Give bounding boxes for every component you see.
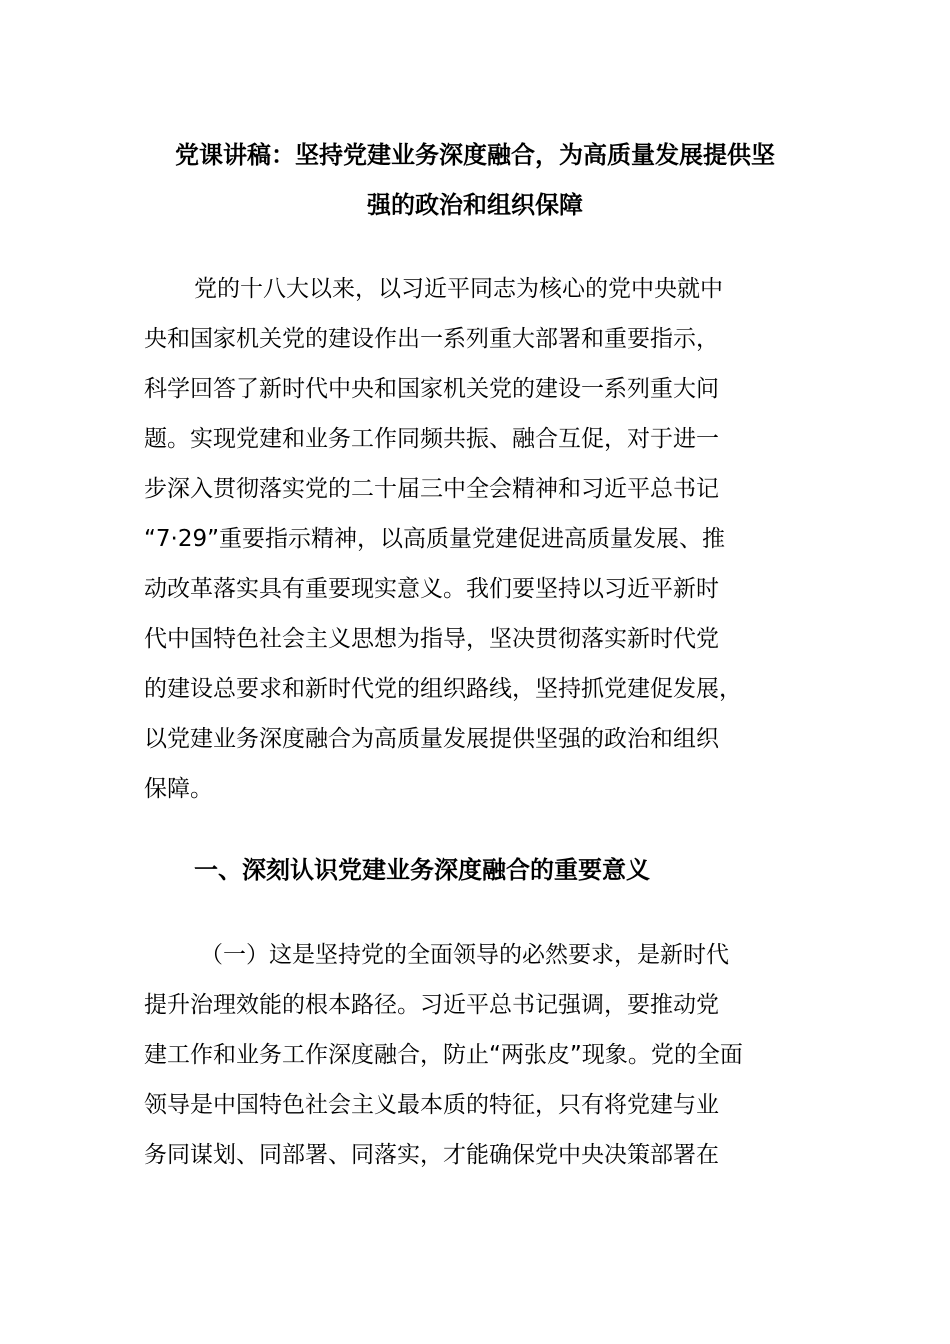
paragraph-line: 的建设总要求和新时代党的组织路线，坚持抓党建促发展， [144,676,742,702]
paragraph-line: （一）这是坚持党的全面领导的必然要求，是新时代 [200,942,729,968]
paragraph-line: 党的十八大以来，以习近平同志为核心的党中央就中 [194,276,723,302]
paragraph-line: 题。实现党建和业务工作同频共振、融合互促，对于进一 [144,426,719,452]
paragraph-line: 动改革落实具有重要现实意义。我们要坚持以习近平新时 [144,576,719,602]
section-heading: 一、深刻认识党建业务深度融合的重要意义 [194,856,650,884]
paragraph-line: 科学回答了新时代中央和国家机关党的建设一系列重大问 [144,376,719,402]
section-paragraph [144,930,806,1180]
paragraph-line: 步深入贯彻落实党的二十届三中全会精神和习近平总书记 [144,476,719,502]
title-line: 强的政治和组织保障 [367,191,583,219]
paragraph-line: 务同谋划、同部署、同落实，才能确保党中央决策部署在 [144,1142,719,1168]
paragraph-line: 建工作和业务工作深度融合，防止“两张皮”现象。党的全面 [144,1042,743,1068]
paragraph-line: 代中国特色社会主义思想为指导，坚决贯彻落实新时代党 [144,626,719,652]
document-title [140,130,810,230]
paragraph-line: 提升治理效能的根本路径。习近平总书记强调，要推动党 [144,992,719,1018]
paragraph-line: 央和国家机关党的建设作出一系列重大部署和重要指示， [144,326,719,352]
paragraph-line: 领导是中国特色社会主义最本质的特征，只有将党建与业 [144,1092,719,1118]
paragraph-line: 保障。 [144,776,213,802]
title-line: 党课讲稿：坚持党建业务深度融合，为高质量发展提供坚 [175,141,775,169]
paragraph-line: “7·29”重要指示精神，以高质量党建促进高质量发展、推 [144,526,726,552]
paragraph-line: 以党建业务深度融合为高质量发展提供坚强的政治和组织 [144,726,719,752]
intro-paragraph [144,264,806,814]
